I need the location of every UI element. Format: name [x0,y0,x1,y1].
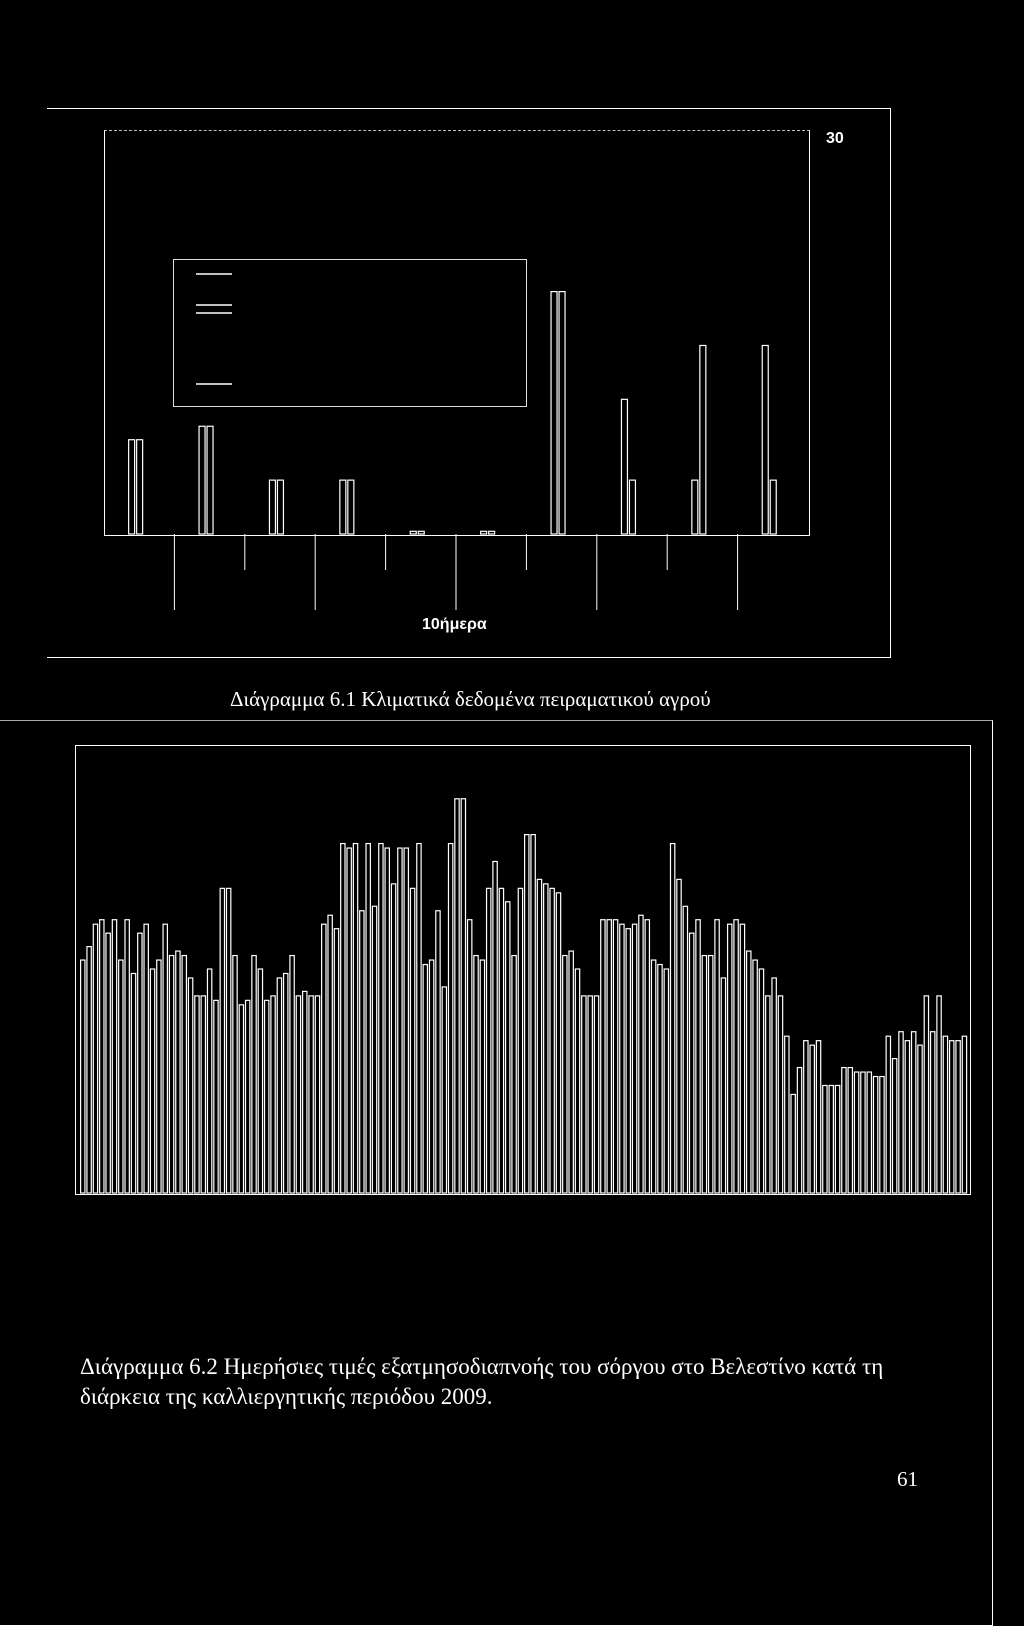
chart2-bar [880,1077,884,1193]
chart2-bar [436,911,440,1193]
chart2-bar [100,920,104,1193]
chart2-bar [829,1085,833,1193]
chart2-bar [785,1036,789,1193]
chart2-bar [195,996,199,1193]
chart2-bar [601,920,605,1193]
chart2-bar [791,1094,795,1193]
chart2-bar [169,956,173,1193]
chart2-bar [423,965,427,1193]
chart2-bar [544,884,548,1193]
chart2-bar [778,996,782,1193]
chart2-bar [429,960,433,1193]
chart2-bar [924,996,928,1193]
chart2-bar [474,956,478,1193]
chart2-bar [639,915,643,1193]
chart2-bar [385,848,389,1193]
chart2-bar [626,929,630,1193]
chart2-bar [937,996,941,1193]
chart2-bar [525,835,529,1193]
chart2-bar [303,991,307,1193]
chart2-bar [848,1068,852,1193]
chart2-bar [670,844,674,1193]
chart2-bar [550,888,554,1193]
chart2-bar [594,996,598,1193]
chart2-bar [366,844,370,1193]
chart2-bar [677,879,681,1193]
chart2-bar [842,1068,846,1193]
chart2-bar [347,848,351,1193]
chart2-bar [588,996,592,1193]
chart2-bar [658,965,662,1193]
chart2-bar [753,960,757,1193]
chart2-bar [563,956,567,1193]
chart2-bar [201,996,205,1193]
chart2-bar [873,1077,877,1193]
chart2-bar [804,1041,808,1193]
chart2-bar [207,969,211,1193]
chart2-bar [506,902,510,1193]
chart2-bar [119,960,123,1193]
chart2-bar [106,933,110,1193]
chart2-bar [246,1000,250,1193]
chart2-bar [239,1005,243,1193]
chart1-caption: Διάγραμμα 6.1 Κλιματικά δεδομένα πειραματικού αγρού [230,687,711,711]
chart2-bar [556,893,560,1193]
chart2-bar [683,906,687,1193]
chart2-bar [518,888,522,1193]
chart2-bar [398,848,402,1193]
chart2-bar [772,978,776,1193]
chart2-bar [493,861,497,1193]
chart2-bar [176,951,180,1193]
chart2-bar [690,933,694,1193]
chart2-bar [315,996,319,1193]
page-number: 61 [897,1467,918,1491]
chart1-y-tick-label: 30 [826,130,844,147]
chart2-bar [620,924,624,1193]
chart2-bar [214,1000,218,1193]
chart2-bar [867,1072,871,1193]
chart2-bar [651,960,655,1193]
chart2-bar [645,920,649,1193]
chart2-bar [157,960,161,1193]
chart2-bar [537,879,541,1193]
chart2-bar [531,835,535,1193]
chart2-caption-line2: διάρκεια της καλλιεργητικής περιόδου 2009. [80,1384,493,1409]
chart2-bar [284,973,288,1193]
chart2-bar [861,1072,865,1193]
chart2-bar [823,1085,827,1193]
chart2-bar [87,947,91,1193]
chart2-bar [258,969,262,1193]
chart2-bar [112,920,116,1193]
chart2-bar [353,844,357,1193]
chart2-bar [252,956,256,1193]
chart2-bar [664,969,668,1193]
chart2-bar [271,996,275,1193]
chart2-bar [81,960,85,1193]
chart2-bar [480,960,484,1193]
chart2-bar [759,969,763,1193]
chart2-bar [816,1041,820,1193]
chart2-bar [899,1032,903,1193]
chart2-bar [404,848,408,1193]
chart2-bar [233,956,237,1193]
chart2-bar [569,951,573,1193]
chart2-bar [740,924,744,1193]
chart2-bar [886,1036,890,1193]
chart2-bar [417,844,421,1193]
chart2-bar [442,987,446,1193]
chart2-bar [702,956,706,1193]
chart2-bar [607,920,611,1193]
chart2-bar [715,920,719,1193]
chart2-bar [277,978,281,1193]
chart2-bar [360,911,364,1193]
chart2-bar [468,920,472,1193]
chart2-bar [379,844,383,1193]
chart2-bar [696,920,700,1193]
chart2-bar [854,1072,858,1193]
chart2-bar [905,1041,909,1193]
chart2-bar [734,920,738,1193]
chart2-bar [391,884,395,1193]
chart2-bar [410,888,414,1193]
chart2-bar [372,906,376,1193]
chart2-bar [328,915,332,1193]
chart2-bar [188,978,192,1193]
chart2-bar [797,1068,801,1193]
chart2-caption-line1: Διάγραμμα 6.2 Ημερήσιες τιμές εξατμησοδιαπνοής του σόργου στο Βελεστίνο κατά τη [80,1354,884,1379]
chart2-bar [334,929,338,1193]
chart2-bar [810,1045,814,1193]
chart2-bar [613,920,617,1193]
chart2-bar [632,924,636,1193]
chart2-bar [918,1045,922,1193]
chart2-bar [512,956,516,1193]
chart2-bar [962,1036,966,1193]
chart2-bar [487,888,491,1193]
chart2-bar [582,996,586,1193]
chart2-bar [950,1041,954,1193]
chart2-bar [322,924,326,1193]
chart2-bar [220,888,224,1193]
chart2-bar [835,1085,839,1193]
chart2-bar [290,956,294,1193]
chart2-bar [341,844,345,1193]
chart2-bar [728,924,732,1193]
chart2-bar [747,951,751,1193]
chart2-bar [163,924,167,1193]
chart2-bar [182,956,186,1193]
chart2-bar [766,996,770,1193]
chart2-bar [296,996,300,1193]
chart2-bar [226,888,230,1193]
chart2-bar [943,1036,947,1193]
chart2-bar [892,1059,896,1193]
chart2-bar [461,799,465,1193]
chart2-bar [575,969,579,1193]
chart2-bar [455,799,459,1193]
chart1-x-axis-label: 10ήμερα [422,616,487,633]
chart2-bar [709,956,713,1193]
chart2-bar [448,844,452,1193]
chart2-bar [131,973,135,1193]
chart2-bar [125,920,129,1193]
chart2-bar [956,1041,960,1193]
chart2-bar [93,924,97,1193]
chart2-bar [144,924,148,1193]
chart2-bar [265,1000,269,1193]
chart2-bar [499,888,503,1193]
chart2-bar [912,1032,916,1193]
chart2-bar [931,1032,935,1193]
chart2-bar [138,933,142,1193]
chart2-bar [309,996,313,1193]
chart2-bar [150,969,154,1193]
chart2-bar [721,978,725,1193]
